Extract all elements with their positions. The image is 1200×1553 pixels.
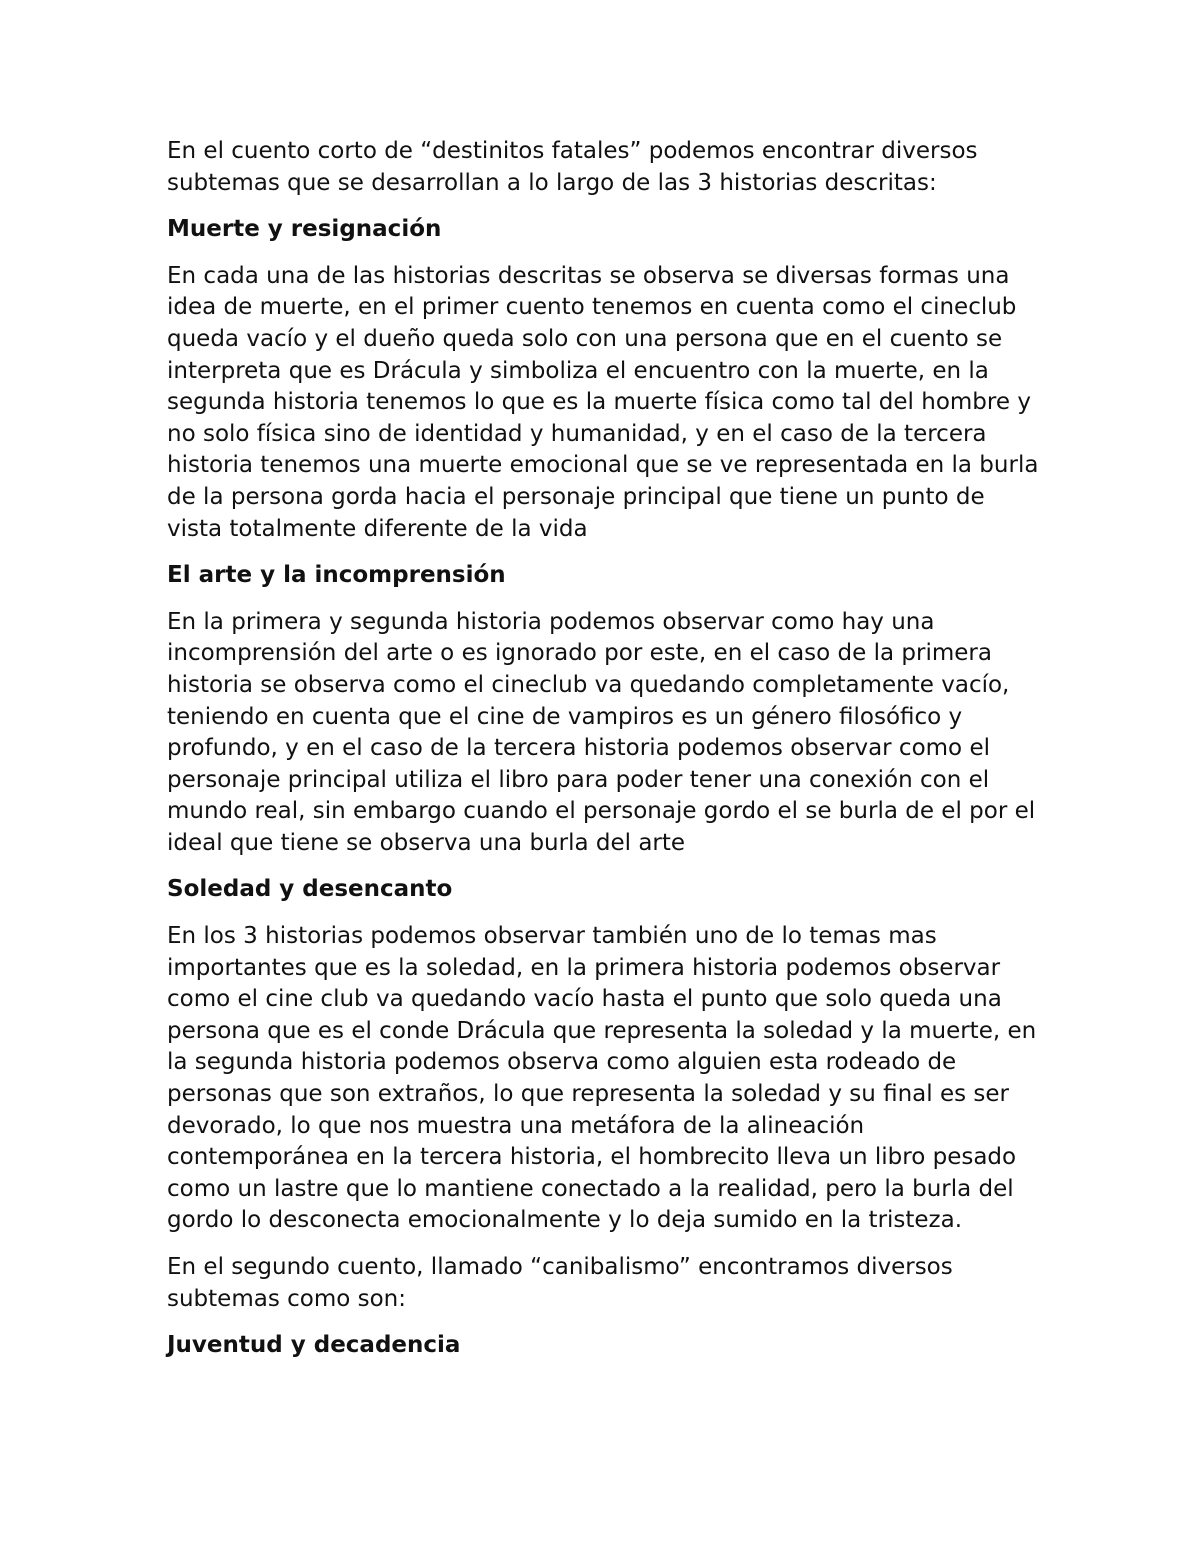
- section-heading-juventud: Juventud y decadencia: [167, 1332, 461, 1359]
- section-heading-soledad: Soledad y desencanto: [167, 876, 453, 903]
- body-paragraph-soledad: En los 3 historias podemos observar también uno de lo temas mas importantes que es la soledad, en la primera historia podemos observar como el cine club va quedando vacío hasta el punto que solo queda una persona que es el conde Drácula que representa la soledad y la muerte, en la segunda historia podemos observa como alguien esta rodeado de personas que son extraños, lo que representa la soledad y su final es ser devorado, lo que nos muestra una metáfora de la alineación contemporánea en la tercera historia, el hombrecito lleva un libro pesado como un lastre que lo mantiene conectado a la realidad, pero la burla del gordo lo desconecta emocionalmente y lo deja sumido en la tristeza.: [167, 923, 1037, 1234]
- document-page: [167, 136, 1047, 1377]
- section-heading-muerte: Muerte y resignación: [167, 216, 442, 243]
- intro-paragraph: En el cuento corto de “destinitos fatales” podemos encontrar diversos subtemas que se desarrollan a lo largo de las 3 historias descritas:: [167, 138, 978, 196]
- section-heading-arte: El arte y la incomprensión: [167, 562, 506, 589]
- body-paragraph-arte: En la primera y segunda historia podemos observar como hay una incomprensión del arte o es ignorado por este, en el caso de la primera historia se observa como el cineclub va quedando completamente vacío, teniendo en cuenta que el cine de vampiros es un género filosófico y profundo, y en el caso de la tercera historia podemos observar como el personaje principal utiliza el libro para poder tener una conexión con el mundo real, sin embargo cuando el personaje gordo el se burla de el por el ideal que tiene se observa una burla del arte: [167, 608, 1036, 856]
- intro-paragraph-canibalismo: En el segundo cuento, llamado “canibalismo” encontramos diversos subtemas como son:: [167, 1254, 953, 1312]
- body-paragraph-muerte: En cada una de las historias descritas se observa se diversas formas una idea de muerte, en el primer cuento tenemos en cuenta como el cineclub queda vacío y el dueño queda solo con una persona que en el cuento se interpreta que es Drácula y simboliza el encuentro con la muerte, en la segunda historia tenemos lo que es la muerte física como tal del hombre y no solo física sino de identidad y humanidad, y en el caso de la tercera historia tenemos una muerte emocional que se ve representada en la burla de la persona gorda hacia el personaje principal que tiene un punto de vista totalmente diferente de la vida: [167, 262, 1039, 542]
